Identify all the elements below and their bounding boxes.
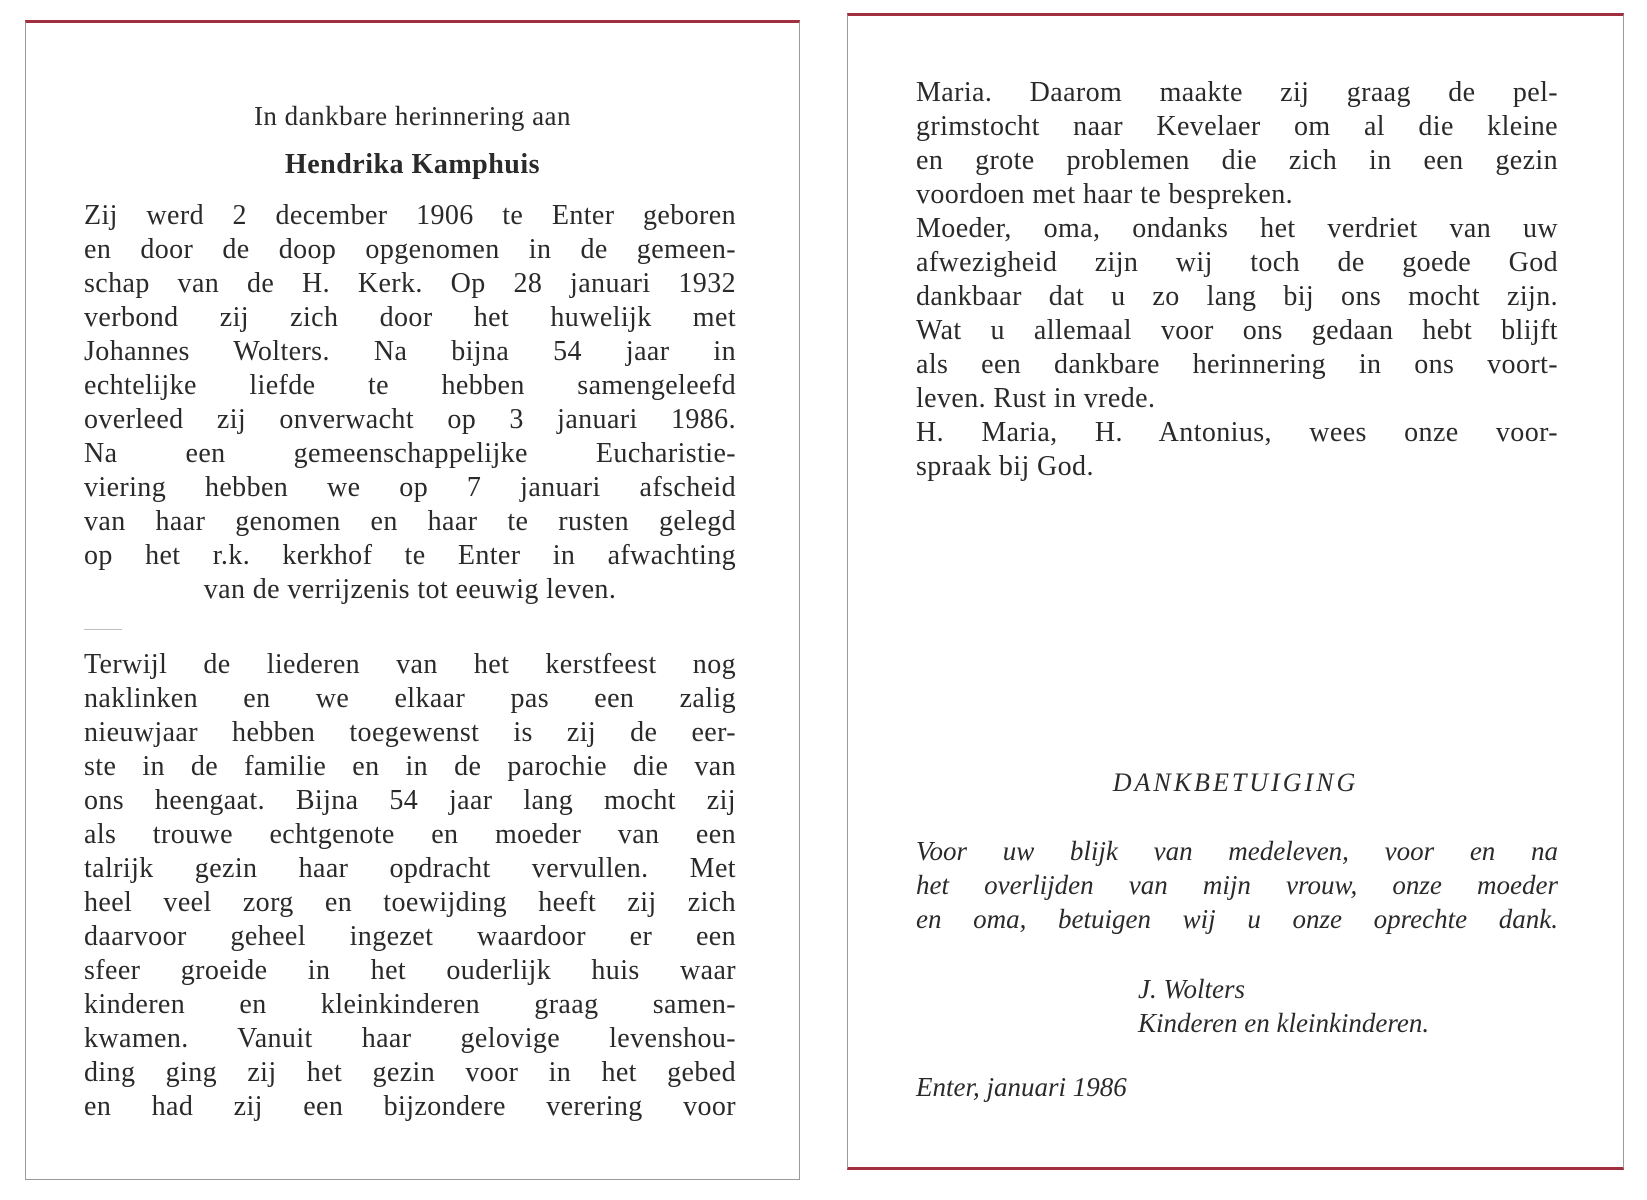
text-line: als een dankbare herinnering in ons voort- (916, 349, 1558, 380)
text-line: Moeder, oma, ondanks het verdriet van uw (916, 213, 1558, 244)
text-line: Johannes Wolters. Na bijna 54 jaar in (84, 336, 736, 367)
text-line: verbond zij zich door het huwelijk met (84, 302, 736, 333)
text-line: het overlijden van mijn vrouw, onze moeder (916, 870, 1558, 900)
biography-paragraph (84, 199, 736, 607)
text-line: ste in de familie en in de parochie die van (84, 751, 736, 782)
text-line: ons heengaat. Bijna 54 jaar lang mocht zij (84, 785, 736, 816)
text-line: ding ging zij het gezin voor in het gebed (84, 1057, 736, 1088)
text-line: en door de doop opgenomen in de gemeen- (84, 234, 736, 265)
text-line: sfeer groeide in het ouderlijk huis waar (84, 955, 736, 986)
text-line: schap van de H. Kerk. Op 28 januari 1932 (84, 268, 736, 299)
continuation-paragraph (916, 76, 1558, 484)
signature-family: Kinderen en kleinkinderen. (1138, 1008, 1430, 1038)
text-line: H. Maria, H. Antonius, wees onze voor- (916, 417, 1558, 448)
text-line: grimstocht naar Kevelaer om al die kleine (916, 111, 1558, 142)
memorial-card-right (847, 13, 1624, 1170)
text-line: Maria. Daarom maakte zij graag de pel- (916, 77, 1558, 108)
text-line: voordoen met haar te bespreken. (916, 179, 1294, 210)
tribute-paragraph (84, 648, 736, 1124)
text-line: Terwijl de liederen van het kerstfeest nog (84, 649, 736, 680)
divider (84, 629, 122, 630)
signature-name: J. Wolters (1138, 974, 1245, 1004)
text-line: kinderen en kleinkinderen graag samen- (84, 989, 736, 1020)
text-line: heel veel zorg en toewijding heeft zij zich (84, 887, 736, 918)
text-line: Voor uw blijk van medeleven, voor en na (916, 836, 1558, 866)
memorial-heading: In dankbare herinnering aan (253, 101, 572, 131)
place-date: Enter, januari 1986 (916, 1072, 1127, 1102)
text-line: Zij werd 2 december 1906 te Enter geboren (84, 200, 736, 231)
text-line: daarvoor geheel ingezet waardoor er een (84, 921, 736, 952)
text-line: viering hebben we op 7 januari afscheid (84, 472, 736, 503)
text-line: van haar genomen en haar te rusten gelegd (84, 506, 736, 537)
text-line: en oma, betuigen wij u onze oprechte dank. (916, 904, 1558, 934)
text-line: dankbaar dat u zo lang bij ons mocht zijn. (916, 281, 1558, 312)
deceased-name: Hendrika Kamphuis (284, 149, 541, 180)
thanks-paragraph (916, 834, 1558, 936)
text-line: nieuwjaar hebben toegewenst is zij de eer- (84, 717, 736, 748)
signature-block (1138, 972, 1429, 1040)
text-line: en had zij een bijzondere verering voor (84, 1091, 736, 1122)
text-line: kwamen. Vanuit haar gelovige levenshou- (84, 1023, 736, 1054)
text-line: en grote problemen die zich in een gezin (916, 145, 1558, 176)
text-line: talrijk gezin haar opdracht vervullen. Met (84, 853, 736, 884)
text-line: leven. Rust in vrede. (916, 383, 1156, 414)
memorial-card-left (25, 20, 800, 1180)
text-line: spraak bij God. (916, 451, 1094, 482)
text-line: van de verrijzenis tot eeuwig leven. (203, 574, 617, 605)
text-line: Wat u allemaal voor ons gedaan hebt blijft (916, 315, 1558, 346)
text-line: naklinken en we elkaar pas een zalig (84, 683, 736, 714)
text-line: als trouwe echtgenote en moeder van een (84, 819, 736, 850)
text-line: afwezigheid zijn wij toch de goede God (916, 247, 1558, 278)
text-line: op het r.k. kerkhof te Enter in afwachting (84, 540, 736, 571)
text-line: echtelijke liefde te hebben samengeleefd (84, 370, 736, 401)
text-line: overleed zij onverwacht op 3 januari 1986. (84, 404, 736, 435)
text-line: Na een gemeenschappelijke Eucharistie- (84, 438, 736, 469)
thanks-heading: DANKBETUIGING (1112, 768, 1359, 797)
